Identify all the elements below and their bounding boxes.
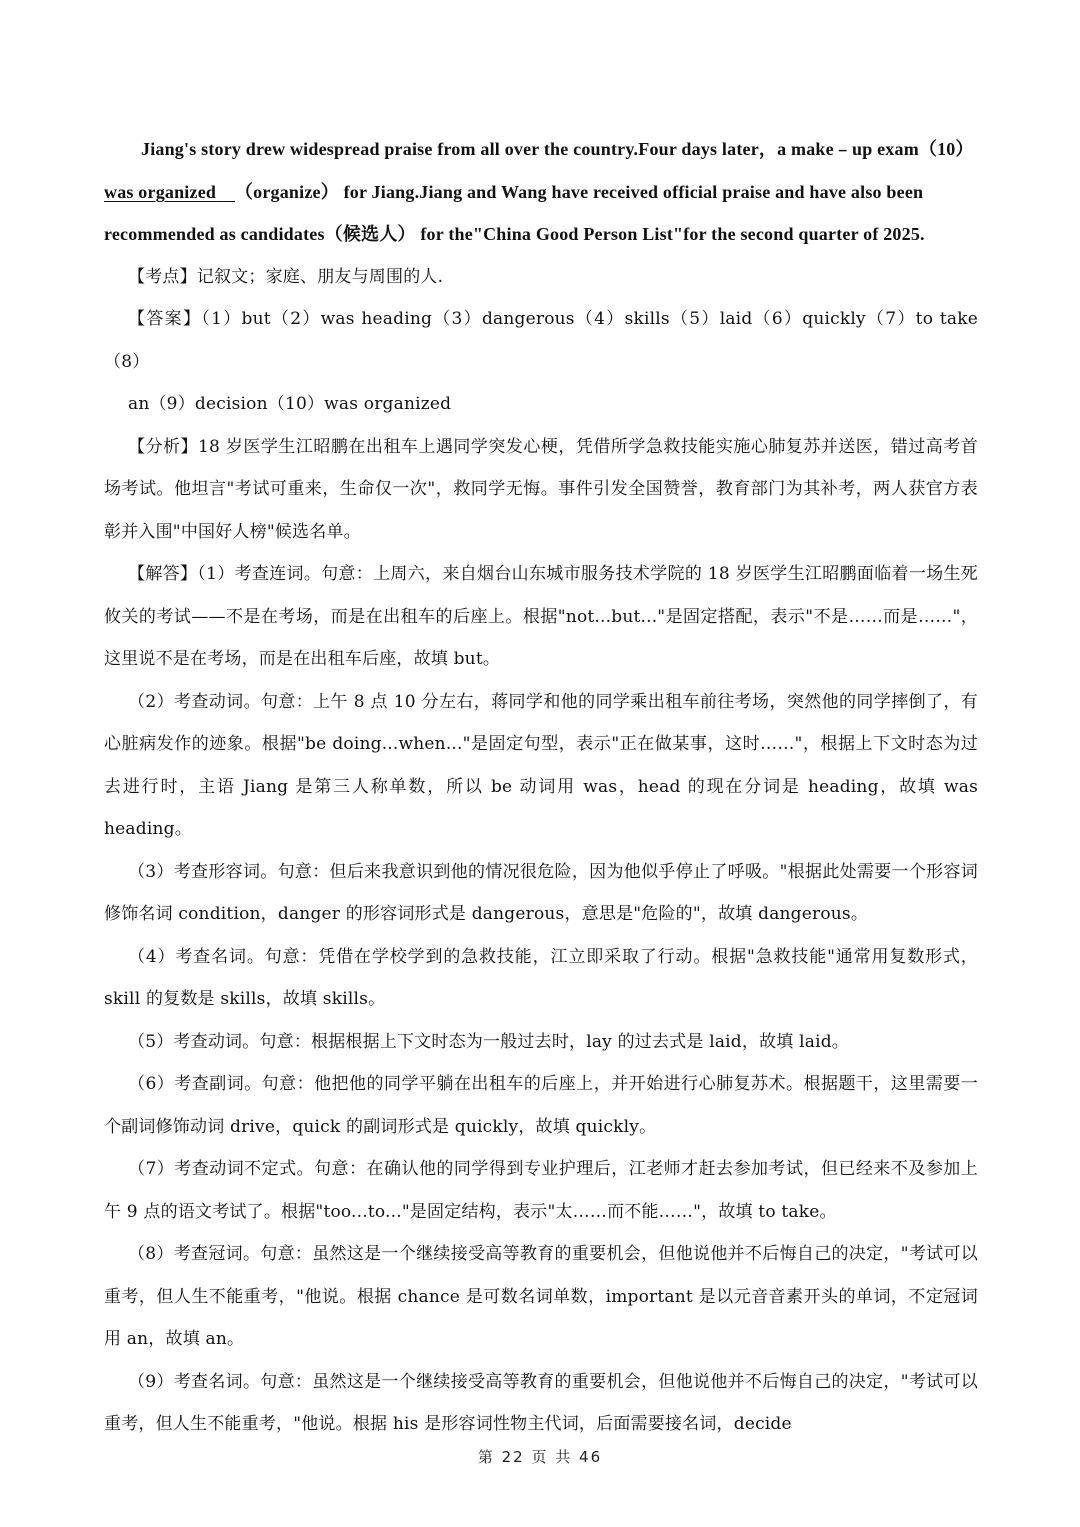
- solution-item-5: （5）考查动词。句意：根据根据上下文时态为一般过去时，lay 的过去式是 laid，故填 laid。: [128, 1031, 849, 1052]
- answer-section-line-1: 【答案】（1）but（2）was heading（3）dangerous（4）skills（5）laid（6）quickly（7）to take（8）: [104, 309, 978, 372]
- solution-item-8: （8）考查冠词。句意：虽然这是一个继续接受高等教育的重要机会，但他说他并不后悔自己的决定，"考试可以重考，但人生不能重考，"他说。根据 chance 是可数名词单数，important 是以元音音素开头的单词，不定冠词用 an，故填 an。: [104, 1244, 978, 1349]
- page-number-footer: 第 22 页 共 46: [477, 1448, 603, 1466]
- solution-item-3: （3）考查形容词。句意：但后来我意识到他的情况很危险，因为他似乎停止了呼吸。"根据此处需要一个形容词修饰名词 condition，danger 的形容词形式是 dangerous，意思是"危险的"，故填 dangerous。: [104, 861, 978, 924]
- page-content: [104, 128, 978, 1446]
- solution-item-4: （4）考查名词。句意：凭借在学校学到的急救技能，江立即采取了行动。根据"急救技能"通常用复数形式，skill 的复数是 skills，故填 skills。: [104, 946, 978, 1009]
- answer-10-blank: [104, 182, 235, 202]
- solution-item-2: （2）考查动词。句意：上午 8 点 10 分左右，蒋同学和他的同学乘出租车前往考场，突然他的同学摔倒了，有心脏病发作的迹象。根据"be doing...when..."是固定句型，表示"正在做某事，这时……"，根据上下文时态为过去进行时，主语 Jiang 是第三人称单数，所以 be 动词用 was，head 的现在分词是 heading，故填 was heading。: [104, 691, 978, 839]
- passage-line-2: [104, 171, 978, 214]
- answer-10-text: was organized: [104, 181, 217, 202]
- passage-line-1: Jiang's story drew widespread praise from all over the country.Four days later，a make﹣up exam（10）: [141, 139, 974, 159]
- solution-item-6: （6）考查副词。句意：他把他的同学平躺在出租车的后座上，并开始进行心肺复苏术。根据题干，这里需要一个副词修饰动词 drive，quick 的副词形式是 quickly，故填 quickly。: [104, 1074, 978, 1137]
- passage-line-3: recommended as candidates（候选人） for the"China Good Person List"for the second quarter of 2025.: [104, 224, 925, 244]
- passage-line-2-rest: （organize） for Jiang.Jiang and Wang have received official praise and have also been: [234, 181, 924, 202]
- answer-section-line-2: an（9）decision（10）was organized: [128, 394, 452, 414]
- solution-item-9: （9）考查名词。句意：虽然这是一个继续接受高等教育的重要机会，但他说他并不后悔自己的决定，"考试可以重考，但人生不能重考，"他说。根据 his 是形容词性物主代词，后面需要接名词，decide: [104, 1371, 978, 1434]
- answer-10-pad: [216, 182, 235, 202]
- solution-item-7: （7）考查动词不定式。句意：在确认他的同学得到专业护理后，江老师才赶去参加考试，但已经来不及参加上午 9 点的语文考试了。根据"too...to..."是固定结构，表示"太……而不能……"，故填 to take。: [104, 1159, 978, 1222]
- kaodian-section: 【考点】记叙文；家庭、朋友与周围的人.: [128, 266, 444, 287]
- analysis-section: 【分析】18 岁医学生江昭鹏在出租车上遇同学突发心梗，凭借所学急救技能实施心肺复苏并送医，错过高考首场考试。他坦言"考试可重来，生命仅一次"，救同学无悔。事件引发全国赞誉，教育部门为其补考，两人获官方表彰并入围"中国好人榜"候选名单。: [104, 436, 978, 542]
- solution-item-1: 【解答】（1）考查连词。句意：上周六，来自烟台山东城市服务技术学院的 18 岁医学生江昭鹏面临着一场生死攸关的考试——不是在考场，而是在出租车的后座上。根据"not...but..."是固定搭配，表示"不是……而是……"，这里说不是在考场，而是在出租车后座，故填 but。: [104, 564, 978, 669]
